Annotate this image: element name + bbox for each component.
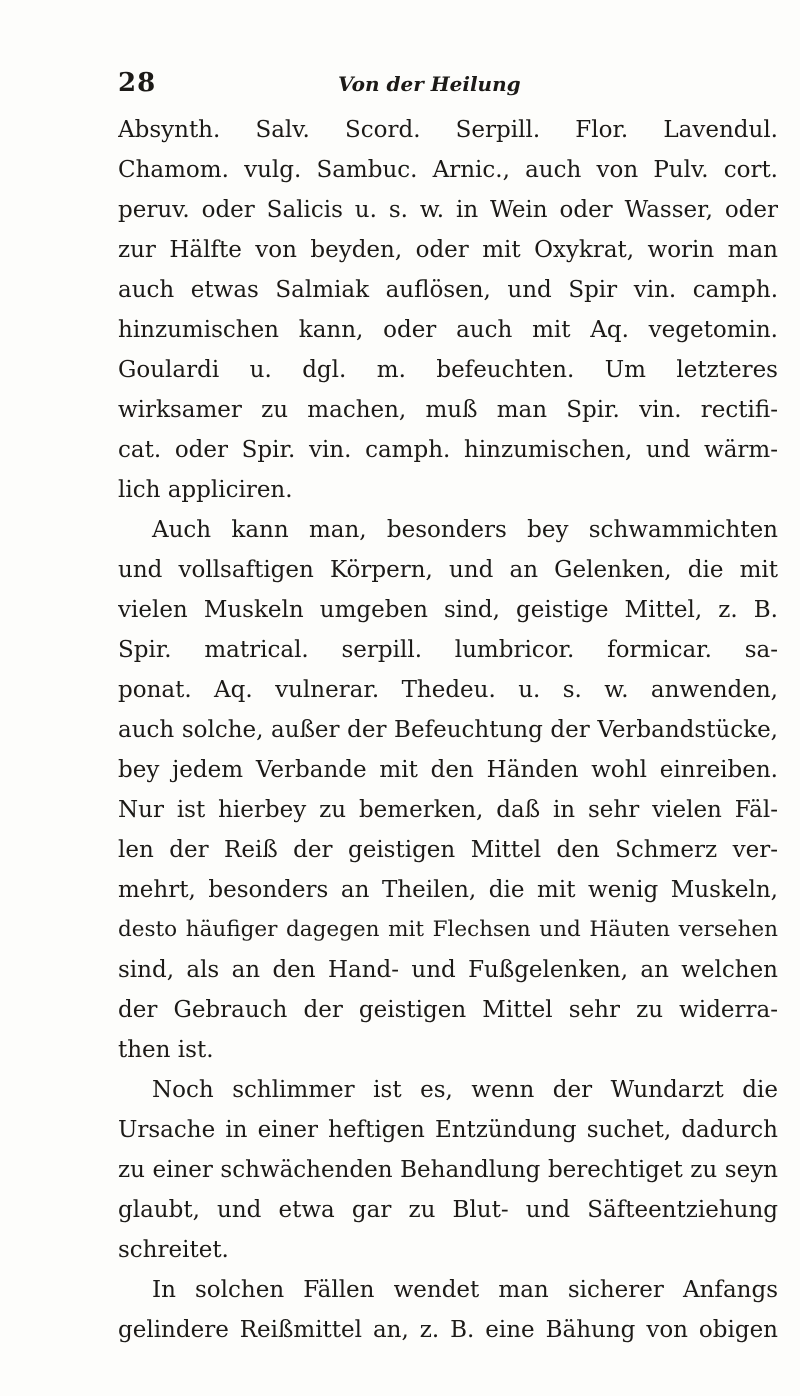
text-line: sind, als an den Hand- und Fußgelenken, an welchen [118, 957, 778, 983]
text-line: Absynth. Salv. Scord. Serpill. Flor. Lavendul. [118, 117, 778, 143]
text-line: desto häufiger dagegen mit Flechsen und Häuten versehen [118, 917, 778, 942]
text-line: ponat. Aq. vulnerar. Thedeu. u. s. w. anwenden, [118, 677, 778, 703]
paragraph [118, 1270, 778, 1350]
text-line: Noch schlimmer ist es, wenn der Wundarzt die [152, 1077, 778, 1103]
text-line: hinzumischen kann, oder auch mit Aq. vegetomin. [118, 317, 778, 343]
text-line: zu einer schwächenden Behandlung berechtiget zu seyn [118, 1157, 778, 1183]
text-line: len der Reiß der geistigen Mittel den Schmerz ver- [118, 837, 778, 863]
text-line: der Gebrauch der geistigen Mittel sehr zu widerra- [118, 997, 778, 1023]
text-line: Spir. matrical. serpill. lumbricor. formicar. sa- [118, 637, 778, 663]
text-line: auch etwas Salmiak auflösen, und Spir vin. camph. [118, 277, 778, 303]
text-line: Chamom. vulg. Sambuc. Arnic., auch von Pulv. cort. [118, 157, 778, 183]
text-line: schreitet. [118, 1237, 229, 1263]
text-line: Ursache in einer heftigen Entzündung suchet, dadurch [118, 1117, 778, 1143]
running-head-title: Von der Heilung [338, 72, 521, 96]
text-line: cat. oder Spir. vin. camph. hinzumischen, und wärm- [118, 437, 778, 463]
text-line: und vollsaftigen Körpern, und an Gelenken, die mit [118, 557, 778, 583]
text-line: Nur ist hierbey zu bemerken, daß in sehr vielen Fäl- [118, 797, 778, 823]
body-text [118, 110, 778, 1350]
text-line: In solchen Fällen wendet man sicherer Anfangs [152, 1277, 778, 1303]
text-line: mehrt, besonders an Theilen, die mit wenig Muskeln, [118, 877, 778, 903]
text-line: Auch kann man, besonders bey schwammichten [152, 517, 778, 543]
text-line: zur Hälfte von beyden, oder mit Oxykrat, worin man [118, 237, 778, 263]
text-line: Goulardi u. dgl. m. befeuchten. Um letzteres [118, 357, 778, 383]
text-line: peruv. oder Salicis u. s. w. in Wein oder Wasser, oder [118, 197, 778, 223]
text-line: gelindere Reißmittel an, z. B. eine Bähung von obigen [118, 1317, 778, 1343]
page-number: 28 [118, 68, 157, 98]
paragraph [118, 510, 778, 1070]
text-line: vielen Muskeln umgeben sind, geistige Mittel, z. B. [118, 597, 778, 623]
text-line: then ist. [118, 1037, 214, 1063]
text-line: bey jedem Verbande mit den Händen wohl einreiben. [118, 757, 778, 783]
paragraph [118, 110, 778, 510]
text-line: auch solche, außer der Befeuchtung der Verbandstücke, [118, 717, 778, 743]
text-line: lich appliciren. [118, 477, 293, 503]
paragraph [118, 1070, 778, 1270]
text-line: wirksamer zu machen, muß man Spir. vin. rectifi- [118, 397, 778, 423]
text-line: glaubt, und etwa gar zu Blut- und Säfteentziehung [118, 1197, 778, 1223]
running-head [0, 68, 800, 108]
